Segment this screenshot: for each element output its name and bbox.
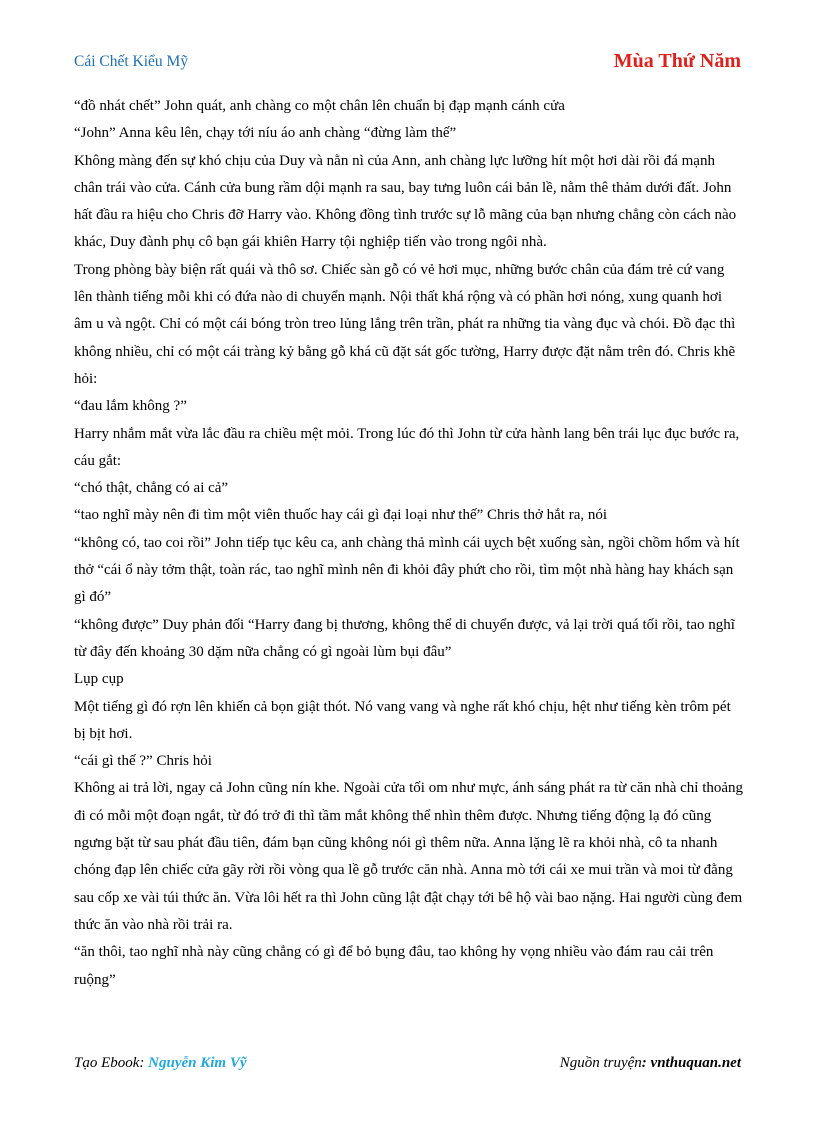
story-body: [74, 93, 744, 994]
source-separator: :: [641, 1055, 651, 1071]
creator-name: Nguyễn Kim Vỹ: [148, 1055, 247, 1071]
section-title: Mùa Thứ Năm: [613, 50, 741, 72]
paragraph: Không màng đến sự khó chịu của Duy và nằn nì của Ann, anh chàng lực lưỡng hít một hơi dài rồi đá mạnh chân trái vào cửa. Cánh cửa bung rầm dội mạnh ra sau, bay tưng luôn cái bản lề, nằm thê thảm dưới đất. John hất đầu ra hiệu cho Chris đỡ Harry vào. Không đồng tình trước sự lỗ mãng của bạn nhưng chẳng còn cách nào khác, Duy đành phụ cô bạn gái khiên Harry tội nghiệp tiến vào trong ngôi nhà.: [74, 152, 737, 251]
book-title: Cái Chết Kiểu Mỹ: [74, 53, 189, 70]
paragraph: Một tiếng gì đó rợn lên khiến cả bọn giật thót. Nó vang vang và nghe rất khó chịu, hệt như tiếng kèn trôm pét bị bịt hơi.: [74, 698, 731, 742]
creator-separator: :: [139, 1055, 149, 1071]
source-name: vnthuquan.net: [650, 1055, 741, 1071]
paragraph: “đau lắm không ?”: [74, 398, 187, 415]
paragraph: “không có, tao coi rồi” John tiếp tục kêu ca, anh chàng thả mình cái uỵch bệt xuống sàn, ngồi chồm hổm và hít thở “cái ổ này tởm thật, toàn rác, tao nghĩ mình nên đi khỏi đây phứt cho rồi, tìm một nhà hàng hay khách sạn gì đó”: [74, 534, 740, 606]
paragraph: “John” Anna kêu lên, chạy tới níu áo anh chàng “đừng làm thế”: [74, 125, 457, 142]
page-footer: [74, 1055, 741, 1077]
paragraph: “đồ nhát chết” John quát, anh chàng co một chân lên chuẩn bị đạp mạnh cánh cửa: [74, 98, 565, 114]
paragraph: Harry nhắm mắt vừa lắc đầu ra chiều mệt mỏi. Trong lúc đó thì John từ cửa hành lang bên trái lục đục bước ra, cáu gắt:: [74, 425, 740, 469]
paragraph: Trong phòng bày biện rất quái và thô sơ. Chiếc sàn gỗ có vẻ hơi mục, những bước chân của đám trẻ cứ vang lên thành tiếng mỗi khi có đứa nào di chuyển mạnh. Nội thất khá rộng và có phần hơi nóng, xung quanh hơi âm u và ngột. Chỉ có một cái bóng tròn treo lủng lẳng trên trần, phát ra những tia vàng đục và chói. Đồ đạc thì không nhiều, chỉ có một cái tràng kỷ bằng gỗ khá cũ đặt sát gốc tường, Harry được đặt nằm trên đó. Chris khẽ hỏi:: [74, 261, 736, 387]
paragraph: Không ai trả lời, ngay cả John cũng nín khe. Ngoài cửa tối om như mực, ánh sáng phát ra từ căn nhà chỉ thoảng đi có mỗi một đoạn ngắt, từ đó trở đi thì tầm mắt không thể nhìn thêm được. Nhưng tiếng động lạ đó cũng ngưng bặt từ sau phát đầu tiên, đám bạn cũng không nói gì thêm nữa. Anna lặng lẽ ra khỏi nhà, cô ta nhanh chóng đạp lên chiếc cửa gãy rời rồi vòng qua lề gỗ trước căn nhà. Anna mò tới cái xe mui trần và moi từ đằng sau cốp xe vài túi thức ăn. Vừa lôi hết ra thì John cũng lật đật chạy tới bê hộ vài bao nặng. Hai người cùng đem thức ăn vào nhà rồi trải ra.: [74, 780, 744, 933]
page-header: [74, 50, 741, 74]
paragraph: “không được” Duy phản đối “Harry đang bị thương, không thể di chuyển được, vả lại trời quá tối rồi, tao nghĩ từ đây đến khoảng 30 dặm nữa chẳng có gì ngoài lùm bụi đâu”: [74, 616, 735, 660]
paragraph: “cái gì thế ?” Chris hỏi: [74, 753, 212, 770]
source-label: Nguồn truyện: [559, 1055, 642, 1071]
creator-label: Tạo Ebook: [74, 1055, 140, 1071]
paragraph: “ăn thôi, tao nghĩ nhà này cũng chẳng có gì để bỏ bụng đâu, tao không hy vọng nhiều vào đám rau cải trên ruộng”: [74, 944, 714, 988]
source-credit: [560, 1055, 741, 1072]
ebook-credit: [74, 1055, 247, 1072]
paragraph: Lụp cụp: [74, 671, 124, 688]
paragraph: “tao nghĩ mày nên đi tìm một viên thuốc hay cái gì đại loại như thế” Chris thở hắt ra, nói: [74, 507, 608, 524]
paragraph: “chó thật, chẳng có ai cả”: [74, 480, 229, 497]
